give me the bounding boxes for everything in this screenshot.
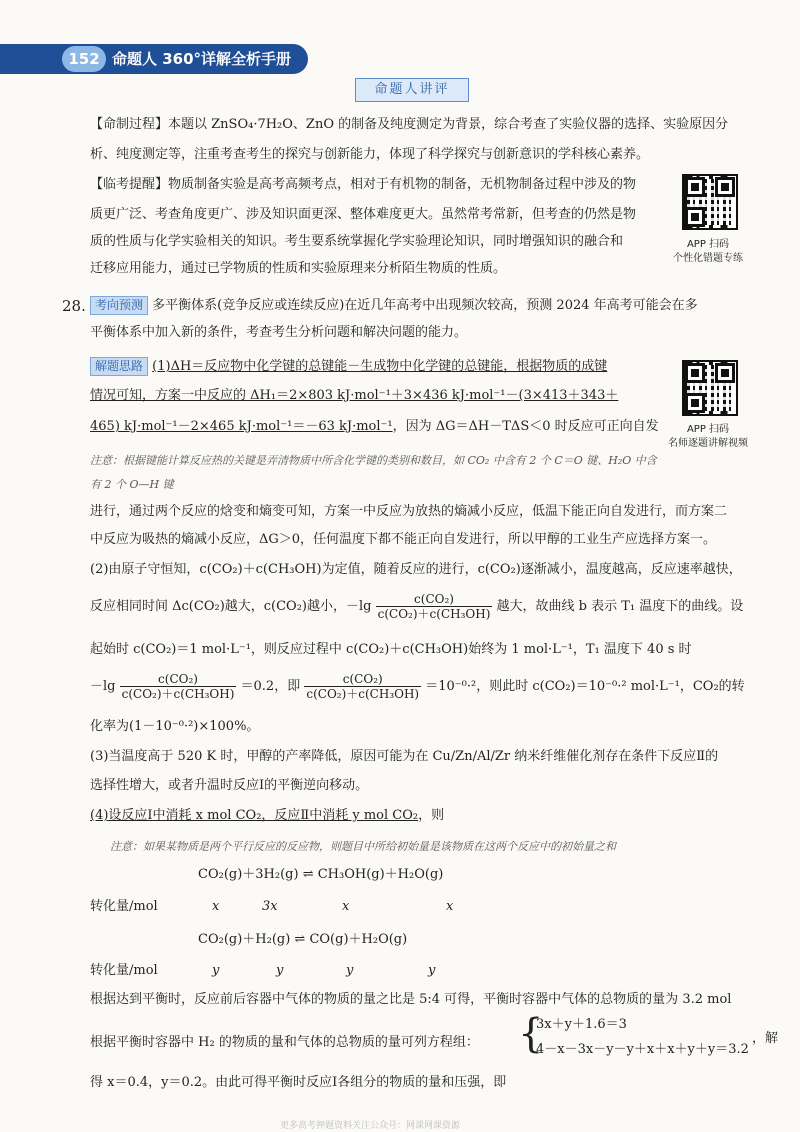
body-text-c2a: 反应相同时间 Δc(CO₂)越大，c(CO₂)越小，－lg [90,599,372,614]
page-number: 152 [62,46,106,72]
equation-2: CO₂(g)＋H₂(g) ⇌ CO(g)＋H₂O(g) [198,932,408,947]
equation-system-brace: { [518,1011,544,1057]
body-line-b2: 中反应为吸热的熵减小反应，ΔG＞0，任何温度下都不能正向自发进行，所以甲醇的工业生产应选择方案一。 [90,532,717,547]
body-line-f2-end: ，解 [752,1031,779,1046]
row-2-val-3: y [346,963,354,978]
body-line-f1: 根据达到平衡时，反应前后容器中气体的物质的量之比是 5:4 可得，平衡时容器中气体的总物质的量为 3.2 mol [90,992,732,1007]
approach-line-1 [90,357,607,376]
body-line-b1: 进行，通过两个反应的焓变和熵变可知，方案一中反应为放热的熵减小反应，低温下能正向自发进行，而方案二 [90,504,728,519]
review-line-2: 析、纯度测定等，注重考查考生的探究与创新能力，体现了科学探究与创新意识的学科核心素养。 [90,147,650,162]
row-2-label: 转化量/mol [90,963,158,978]
book-title: 命题人 360°详解全析手册 [112,50,292,68]
body-text-c4c: ＝10⁻⁰·²，则此时 c(CO₂)＝10⁻⁰·² mol·L⁻¹，CO₂的转 [425,679,745,694]
forecast-tag: 考向预测 [90,296,148,315]
body-line-c1: (2)由原子守恒知，c(CO₂)＋c(CH₃OH)为定值，随着反应的进行，c(CO₂)逐渐减小，温度越高，反应速率越快， [90,562,742,577]
approach-text-3: ，因为 ΔG＝ΔH－TΔS＜0 时反应可正向自发 [392,419,659,434]
body-line-c5: 化率为(1－10⁻⁰·²)×100%。 [90,719,260,734]
approach-line-2: 情况可知，方案一中反应的 ΔH₁＝2×803 kJ·mol⁻¹＋3×436 kJ·mol⁻¹－(3×413＋343＋ [90,388,619,403]
qr2-caption-1: APP 扫码 [686,424,730,435]
forecast-line-2: 平衡体系中加入新的条件，考查考生分析问题和解决问题的能力。 [90,325,468,340]
footer-watermark: 更多高考押题资料关注公众号：网课网课资源 [280,1121,461,1131]
body-text-c4a: －lg [90,679,116,694]
qr-code-icon[interactable] [682,360,738,416]
body-line-d1: (3)当温度高于 520 K 时，甲醇的产率降低，原因可能为在 Cu/Zn/Al/Zr 纳米纤维催化剂存在条件下反应Ⅱ的 [90,749,719,764]
fraction-1: $\frac{\text{c(CO₂)}}{\text{c(CO₂)＋c(CH₃OH)}}$ [377,592,491,621]
note-1-line-1: 注意：根据键能计算反应热的关键是弄清物质中所含化学键的类别和数目，如 CO₂ 中含有 2 个 C＝O 键、H₂O 中含 [90,454,657,467]
forecast-text-1: 多平衡体系(竞争反应或连续反应)在近几年高考中出现频次较高，预测 2024 年高考可能会在多 [152,298,698,313]
note-2: 注意：如果某物质是两个平行反应的反应物，则题目中所给初始量是该物质在这两个反应中的初始量之和 [110,840,616,853]
review-line-6: 迁移应用能力，通过已学物质的性质和实验原理来分析陌生物质的性质。 [90,261,507,276]
section-title: 命题人讲评 [355,78,469,102]
body-text-e1: ，则 [418,808,445,823]
body-line-e1 [90,807,444,825]
body-line-c3: 起始时 c(CO₂)＝1 mol·L⁻¹，则反应过程中 c(CO₂)＋c(CH₃OH)始终为 1 mol·L⁻¹，T₁ 温度下 40 s 时 [90,642,692,657]
forecast-line-1 [90,296,698,315]
fraction-2: $\frac{\text{c(CO₂)}}{\text{c(CO₂)＋c(CH₃OH)}}$ [121,672,235,701]
qr2-caption-2: 名师逐题讲解视频 [668,438,748,449]
approach-text-1: (1)ΔH＝反应物中化学键的总键能－生成物中化学键的总键能，根据物质的成键 [152,359,608,374]
body-line-f3: 得 x＝0.4，y＝0.2。由此可得平衡时反应Ⅰ各组分的物质的量和压强，即 [90,1075,507,1090]
system-eq-1: 3x＋y＋1.6＝3 [536,1017,627,1032]
review-line-5: 质的性质与化学实验相关的知识。考生要系统掌握化学实验理论知识，同时增强知识的融合和 [90,234,624,249]
fraction-3: $\frac{\text{c(CO₂)}}{\text{c(CO₂)＋c(CH₃OH)}}$ [306,672,420,701]
body-line-f2: 根据平衡时容器中 H₂ 的物质的量和气体的总物质的量可列方程组： [90,1035,479,1050]
question-number: 28. [62,297,86,315]
row-1-val-3: x [342,899,350,914]
body-line-c4 [90,672,745,701]
body-text-c2b: 越大，故曲线 b 表示 T₁ 温度下的曲线。设 [496,599,744,614]
note-1-line-2: 有 2 个 O—H 键 [90,478,174,491]
review-line-3: 【临考提醒】物质制备实验是高考高频考点，相对于有机物的制备，无机物制备过程中涉及的物 [90,177,637,192]
system-eq-2: 4－x－3x－y－y＋x＋x＋y＋y＝3.2 [536,1042,749,1057]
qr-caption-2: 个性化错题专练 [673,253,743,264]
body-text-e1u: (4)设反应Ⅰ中消耗 x mol CO₂，反应Ⅱ中消耗 y mol CO₂ [90,808,419,823]
row-1-val-4: x [446,899,454,914]
equation-1: CO₂(g)＋3H₂(g) ⇌ CH₃OH(g)＋H₂O(g) [198,867,444,882]
review-line-1: 【命制过程】本题以 ZnSO₄·7H₂O、ZnO 的制备及纯度测定为背景，综合考查了实验仪器的选择、实验原因分 [90,117,729,132]
row-1-val-1: x [212,899,220,914]
row-1-val-2: 3x [262,899,278,914]
body-line-c2 [90,592,743,621]
body-line-d2: 选择性增大，或者升温时反应Ⅰ的平衡逆向移动。 [90,778,369,793]
approach-line-3 [90,418,659,436]
qr-code-icon[interactable] [682,174,738,230]
approach-text-3u: 465) kJ·mol⁻¹－2×465 kJ·mol⁻¹＝－63 kJ·mol⁻¹ [90,419,393,434]
review-line-4: 质更广泛、考查角度更广、涉及知识面更深、整体难度更大。虽然常考常新，但考查的仍然是物 [90,207,637,222]
approach-tag: 解题思路 [90,357,148,376]
row-2-val-1: y [212,963,220,978]
row-1-label: 转化量/mol [90,899,158,914]
body-text-c4b: ＝0.2，即 [240,679,301,694]
qr-caption-1: APP 扫码 [686,239,730,250]
row-2-val-2: y [276,963,284,978]
row-2-val-4: y [428,963,436,978]
